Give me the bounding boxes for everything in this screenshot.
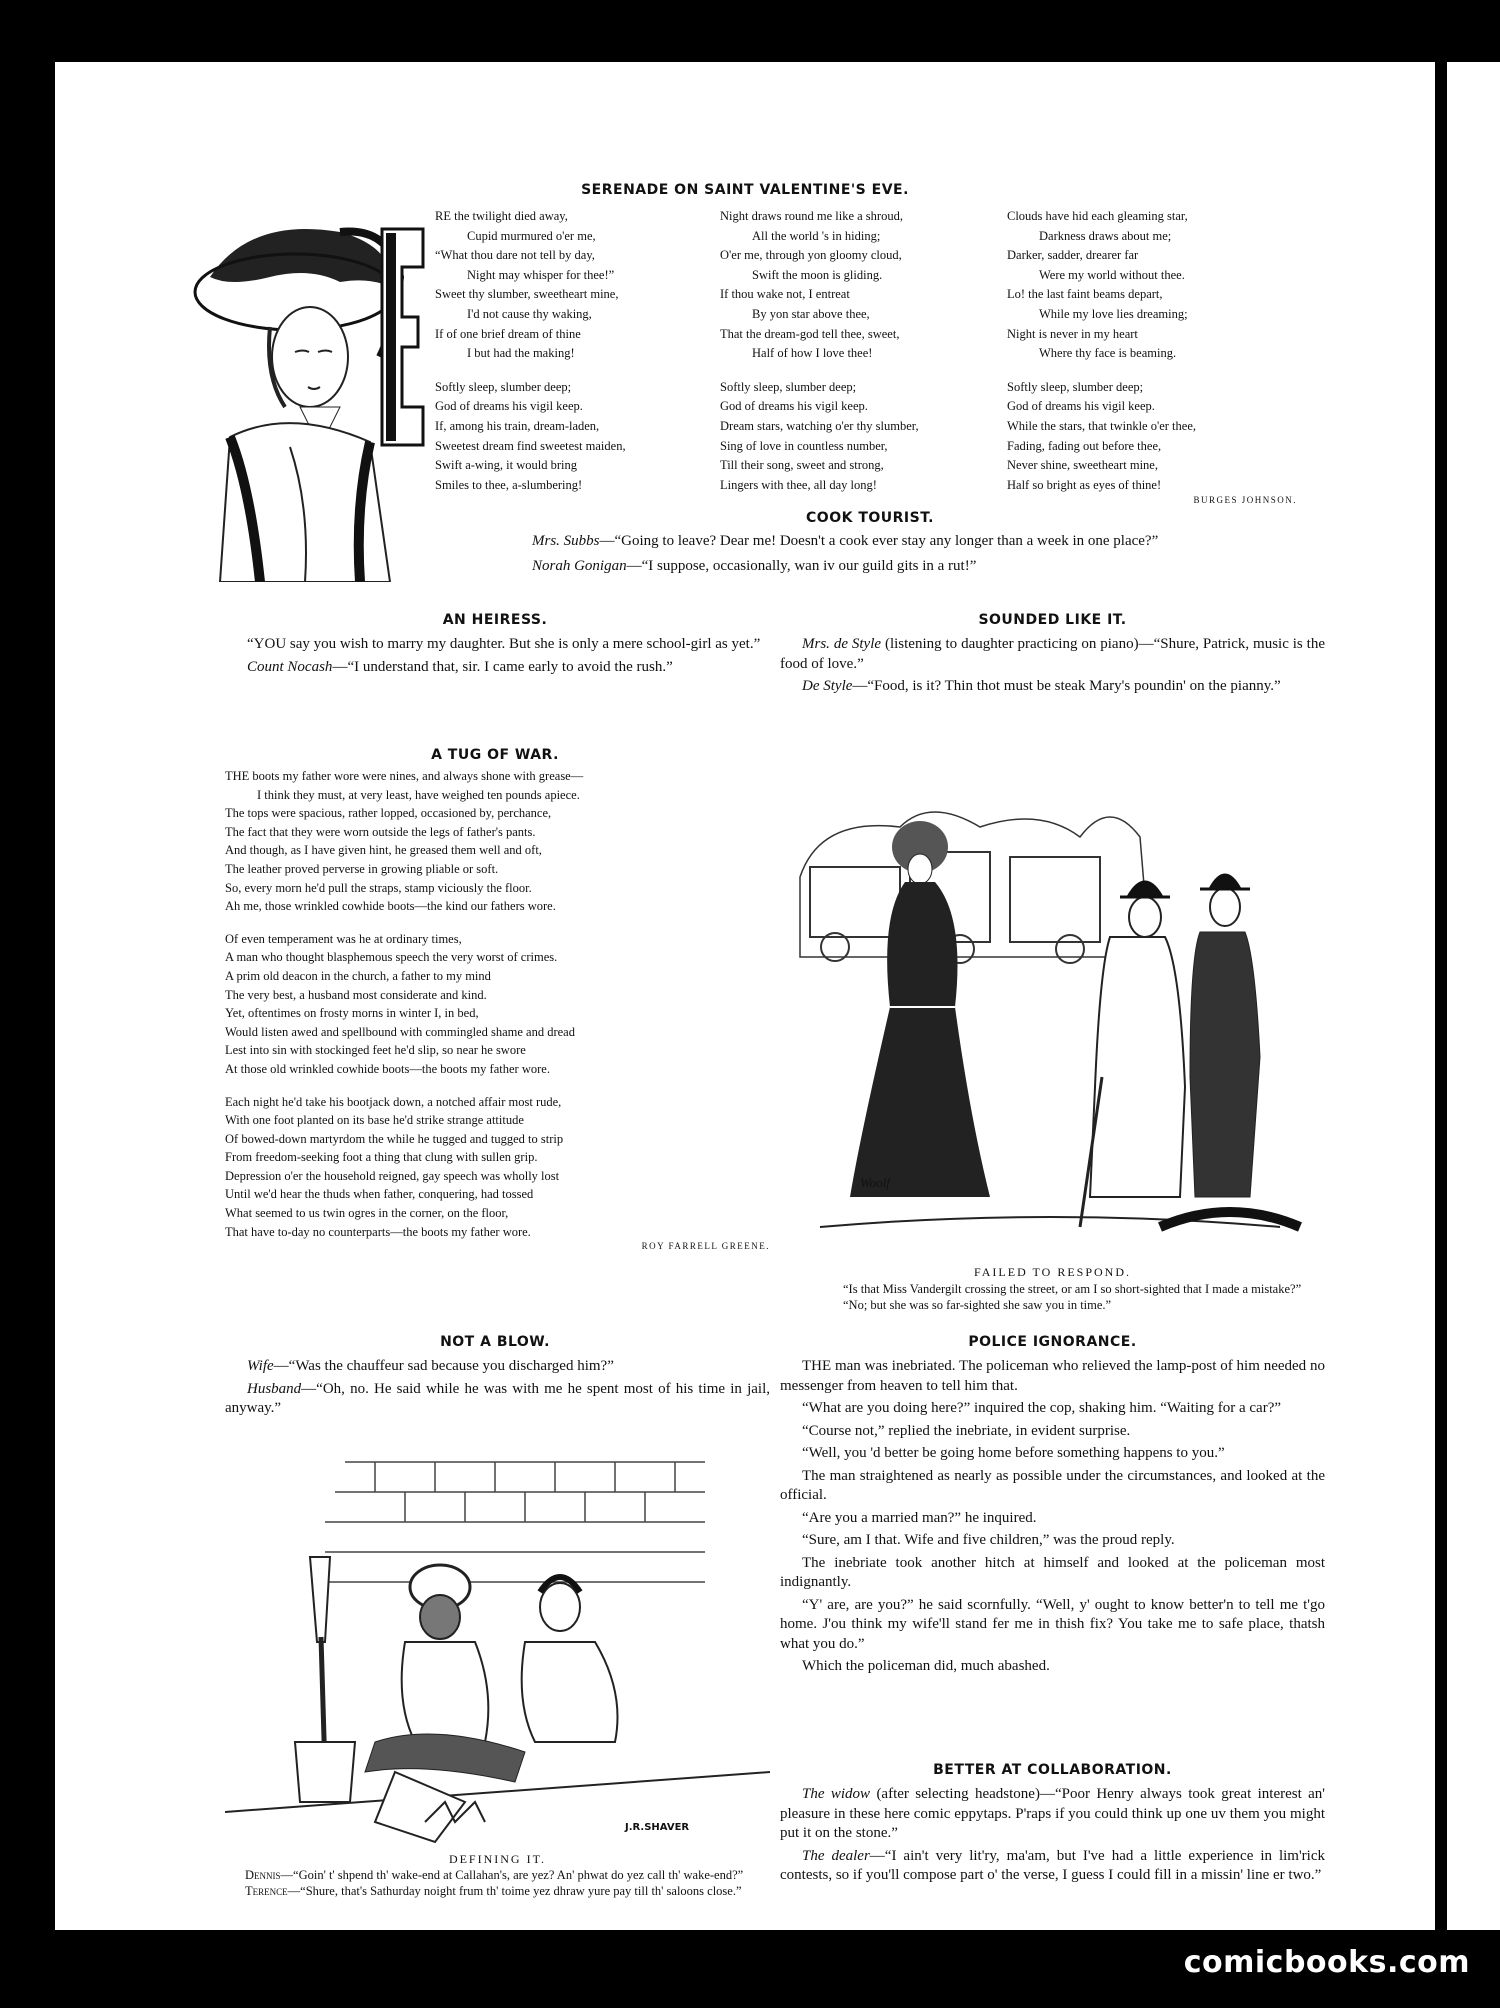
verse-line: If of one brief dream of thine (435, 326, 581, 341)
verse-line: While my love lies dreaming; (1039, 306, 1188, 321)
blow-speaker-1: Wife (247, 1358, 274, 1374)
police-paragraph: “Well, you 'd better be going home before something happens to you.” (802, 1445, 1225, 1461)
verse-line: A man who thought blasphemous speech the very worst of crimes. (225, 950, 558, 965)
verse-line: Never shine, sweetheart mine, (1007, 458, 1158, 473)
street-scene-illustration (780, 757, 1325, 1257)
verse-line: Softly sleep, slumber deep; (435, 379, 572, 394)
verse-line: Ah me, those wrinkled cowhide boots—the kind our fathers wore. (225, 899, 556, 914)
verse-line: Till their song, sweet and strong, (720, 458, 884, 473)
verse-line: “What thou dare not tell by day, (435, 248, 595, 263)
cook-tourist-body (510, 532, 1380, 576)
verse-line: Darker, sadder, drearer far (1007, 248, 1139, 263)
sounded-line-2: —“Food, is it? Thin thot must be steak Mary's poundin' on the pianny.” (852, 678, 1281, 694)
verse-line: Depression o'er the household reigned, gay speech was wholly lost (225, 1168, 560, 1183)
verse-line: Would listen awed and spellbound with commingled shame and dread (225, 1024, 575, 1039)
verse-line: With one foot planted on its base he'd strike strange attitude (225, 1113, 524, 1128)
sounded-speaker-2: De Style (802, 678, 853, 694)
heiress-title: AN HEIRESS. (442, 612, 548, 628)
woman-in-hat-illustration (190, 207, 405, 582)
verse-line: Sweetest dream find sweetest maiden, (435, 438, 626, 453)
verse-line: Each night he'd take his bootjack down, a notched affair most rude, (225, 1094, 562, 1109)
tug-of-war-poem (225, 767, 770, 1256)
verse-line: Yet, oftentimes on frosty morns in winter I, in bed, (225, 1006, 479, 1021)
verse-line: Where thy face is beaming. (1039, 346, 1177, 361)
magazine-page (55, 62, 1435, 1930)
sounded-speaker-1: Mrs. de Style (802, 636, 882, 652)
verse-line: If, among his train, dream-laden, (435, 418, 600, 433)
verse-line: So, every morn he'd pull the straps, stamp viciously the floor. (225, 880, 532, 895)
police-paragraph: Which the policeman did, much abashed. (802, 1658, 1050, 1674)
verse-line: Fading, fading out before thee, (1007, 438, 1162, 453)
police-paragraph: The inebriate took another hitch at himself and looked at the policeman most indignantly. (780, 1554, 1325, 1590)
verse-line: Night may whisper for thee!” (467, 267, 615, 282)
verse-line: God of dreams his vigil keep. (435, 399, 583, 414)
verse-line: Half so bright as eyes of thine! (1007, 477, 1162, 492)
verse-line: I'd not cause thy waking, (467, 306, 592, 321)
police-paragraph: “Course not,” replied the inebriate, in evident surprise. (802, 1422, 1131, 1439)
verse-line: God of dreams his vigil keep. (720, 399, 868, 414)
verse-line: From freedom-seeking foot a thing that clung with sullen grip. (225, 1150, 538, 1165)
police-paragraph: The man straightened as nearly as possible under the circumstances, and looked at the official. (780, 1467, 1325, 1503)
cook-line-1: —“Going to leave? Dear me! Doesn't a cook ever stay any longer than a week in one place?” (599, 533, 1159, 549)
verse-line: Until we'd hear the thuds when father, conquering, had tossed (225, 1187, 534, 1202)
verse-line: The very best, a husband most considerate and kind. (225, 987, 487, 1002)
verse-line: Softly sleep, slumber deep; (720, 379, 857, 394)
verse-line: The leather proved perverse in growing pliable or soft. (225, 861, 499, 876)
verse-line: Night draws round me like a shroud, (720, 209, 903, 223)
verse-line: I but had the making! (467, 346, 575, 361)
cook-line-2: —“I suppose, occasionally, wan iv our guild gits in a rut!” (626, 557, 977, 574)
failed-signature: Woolf (860, 1175, 890, 1190)
verse-line: Softly sleep, slumber deep; (1007, 379, 1144, 394)
verse-line: God of dreams his vigil keep. (1007, 399, 1155, 414)
blow-line-1: —“Was the chauffeur sad because you discharged him?” (273, 1358, 614, 1374)
heiress-body (225, 635, 765, 677)
better-speaker-1: The widow (802, 1786, 871, 1802)
sounded-body (780, 635, 1325, 697)
police-paragraph: “What are you doing here?” inquired the cop, shaking him. “Waiting for a car?” (802, 1400, 1282, 1416)
serenade-column-1 (435, 207, 705, 495)
verse-line: That the dream-god tell thee, sweet, (720, 326, 900, 341)
police-title: POLICE IGNORANCE. (968, 1334, 1137, 1350)
police-paragraph: “Are you a married man?” he inquired. (802, 1509, 1037, 1526)
verse-line: THE boots my father wore were nines, and always shone with grease— (225, 769, 584, 783)
blow-speaker-2: Husband (247, 1380, 302, 1397)
verse-line: The tops were spacious, rather lopped, occasioned by, perchance, (225, 806, 552, 821)
better-line-2: —“I ain't very lit'ry, ma'am, but I've had a little experience in lim'rick contests, so if you'll compose part o' the verse, I guess I could fill in a missin' line er two.” (780, 1847, 1325, 1883)
verse-line: That have to-day no counterparts—the boots my father wore. (225, 1224, 531, 1239)
serenade-title: SERENADE ON SAINT VALENTINE'S EVE. (581, 182, 909, 198)
verse-line: Lo! the last faint beams depart, (1007, 287, 1163, 302)
verse-line: Of bowed-down martyrdom the while he tugged and tugged to strip (225, 1131, 564, 1146)
defining-speaker-1: Dennis (245, 1868, 281, 1882)
verse-line: If thou wake not, I entreat (720, 287, 850, 302)
police-paragraph: THE man was inebriated. The policeman who relieved the lamp-post of him needed no messenger from heaven to tell him that. (780, 1358, 1325, 1394)
sounded-line-1: (listening to daughter practicing on piano)—“Shure, Patrick, music is the food of love.” (780, 636, 1325, 672)
police-paragraph: “Y' are, are you?” he said scornfully. “Well, y' ought to know better'n to tell me t'go home. J'ou think my wife'll stand fer me in thish fix? You take me to safe place, thatsh what you do.” (780, 1596, 1325, 1652)
heiress-line-1: “YOU say you wish to marry my daughter. But she is only a mere school-girl as yet.” (247, 636, 761, 652)
verse-line: Half of how I love thee! (752, 346, 873, 361)
failed-body (825, 1282, 1325, 1313)
defining-caption: DEFINING IT. (448, 1852, 547, 1866)
not-a-blow-title: NOT A BLOW. (440, 1334, 550, 1350)
failed-line-2: “No; but she was so far-sighted she saw you in time.” (843, 1297, 1112, 1312)
verse-line: Swift a-wing, it would bring (435, 458, 578, 473)
heiress-speaker-2: Count Nocash (247, 658, 333, 675)
cook-speaker-2: Norah Gonigan (532, 557, 627, 574)
defining-speaker-2: Terence (245, 1883, 288, 1898)
verse-line: By yon star above thee, (752, 306, 870, 321)
better-line-1: (after selecting headstone)—“Poor Henry always took great interest an' pleasure in these here comic eppytaps. P'raps if you could think up one uv them you might put it on the stone.” (780, 1786, 1325, 1841)
defining-line-1: —“Goin' t' shpend th' wake-end at Callahan's, are yez? An' phwat do yez call th' wake-end?” (280, 1868, 744, 1882)
tug-author: ROY FARRELL GREENE. (641, 1241, 770, 1252)
verse-line: Sweet thy slumber, sweetheart mine, (435, 287, 619, 302)
better-speaker-2: The dealer (802, 1847, 870, 1864)
better-body (780, 1785, 1325, 1886)
serenade-column-3 (1007, 207, 1297, 511)
defining-line-2: —“Shure, that's Sathurday noight frum th' toime yez dhraw yure pay till th' saloons close.” (287, 1883, 742, 1898)
verse-line: Cupid murmured o'er me, (467, 228, 596, 243)
verse-line: A prim old deacon in the church, a father to my mind (225, 968, 491, 983)
verse-line: Dream stars, watching o'er thy slumber, (720, 418, 919, 433)
verse-line: I think they must, at very least, have weighed ten pounds apiece. (257, 787, 580, 802)
verse-line: At those old wrinkled cowhide boots—the boots my father wore. (225, 1061, 550, 1076)
heiress-line-2: —“I understand that, sir. I came early to avoid the rush.” (332, 658, 673, 675)
not-a-blow-body (225, 1357, 770, 1419)
serenade-author: BURGES JOHNSON. (1193, 495, 1297, 506)
verse-line: While the stars, that twinkle o'er thee, (1007, 418, 1196, 433)
verse-line: The fact that they were worn outside the legs of father's pants. (225, 824, 536, 839)
verse-line: Swift the moon is gliding. (752, 267, 883, 282)
defining-signature: J.R.SHAVER (625, 1822, 690, 1833)
better-title: BETTER AT COLLABORATION. (933, 1762, 1172, 1778)
verse-line: All the world 's in hiding; (752, 228, 881, 243)
site-watermark: comicbooks.com (1183, 1945, 1470, 1980)
verse-line: What seemed to us twin ogres in the corner, on the floor, (225, 1206, 509, 1221)
verse-line: And though, as I have given hint, he greased them well and oft, (225, 843, 542, 858)
failed-line-1: “Is that Miss Vandergilt crossing the street, or am I so short-sighted that I made a mistake?” (843, 1282, 1302, 1296)
blow-line-2: —“Oh, no. He said while he was with me he spent most of his time in jail, anyway.” (225, 1380, 770, 1416)
verse-line: Were my world without thee. (1039, 267, 1185, 282)
cook-tourist-title: COOK TOURIST. (806, 510, 934, 526)
sounded-title: SOUNDED LIKE IT. (978, 612, 1127, 628)
workers-illustration (225, 1442, 770, 1847)
verse-line: Lest into sin with stockinged feet he'd slip, so near he swore (225, 1043, 526, 1058)
verse-line: O'er me, through yon gloomy cloud, (720, 248, 902, 263)
adjacent-page-edge (1447, 62, 1500, 1930)
defining-body (225, 1868, 770, 1899)
verse-line: Lingers with thee, all day long! (720, 477, 877, 492)
verse-line: Darkness draws about me; (1039, 228, 1172, 243)
failed-caption: FAILED TO RESPOND. (973, 1265, 1131, 1279)
verse-line: Night is never in my heart (1007, 326, 1138, 341)
verse-line: Smiles to thee, a-slumbering! (435, 477, 583, 492)
drop-cap-e (380, 227, 425, 447)
verse-line: RE the twilight died away, (435, 209, 568, 223)
verse-line: Sing of love in countless number, (720, 438, 888, 453)
verse-line: Clouds have hid each gleaming star, (1007, 209, 1188, 223)
tug-of-war-title: A TUG OF WAR. (431, 747, 559, 763)
police-paragraph: “Sure, am I that. Wife and five children,” was the proud reply. (802, 1532, 1175, 1548)
serenade-column-2 (720, 207, 995, 495)
cook-speaker-1: Mrs. Subbs (532, 533, 600, 549)
police-body (780, 1357, 1325, 1677)
verse-line: Of even temperament was he at ordinary times, (225, 931, 462, 946)
